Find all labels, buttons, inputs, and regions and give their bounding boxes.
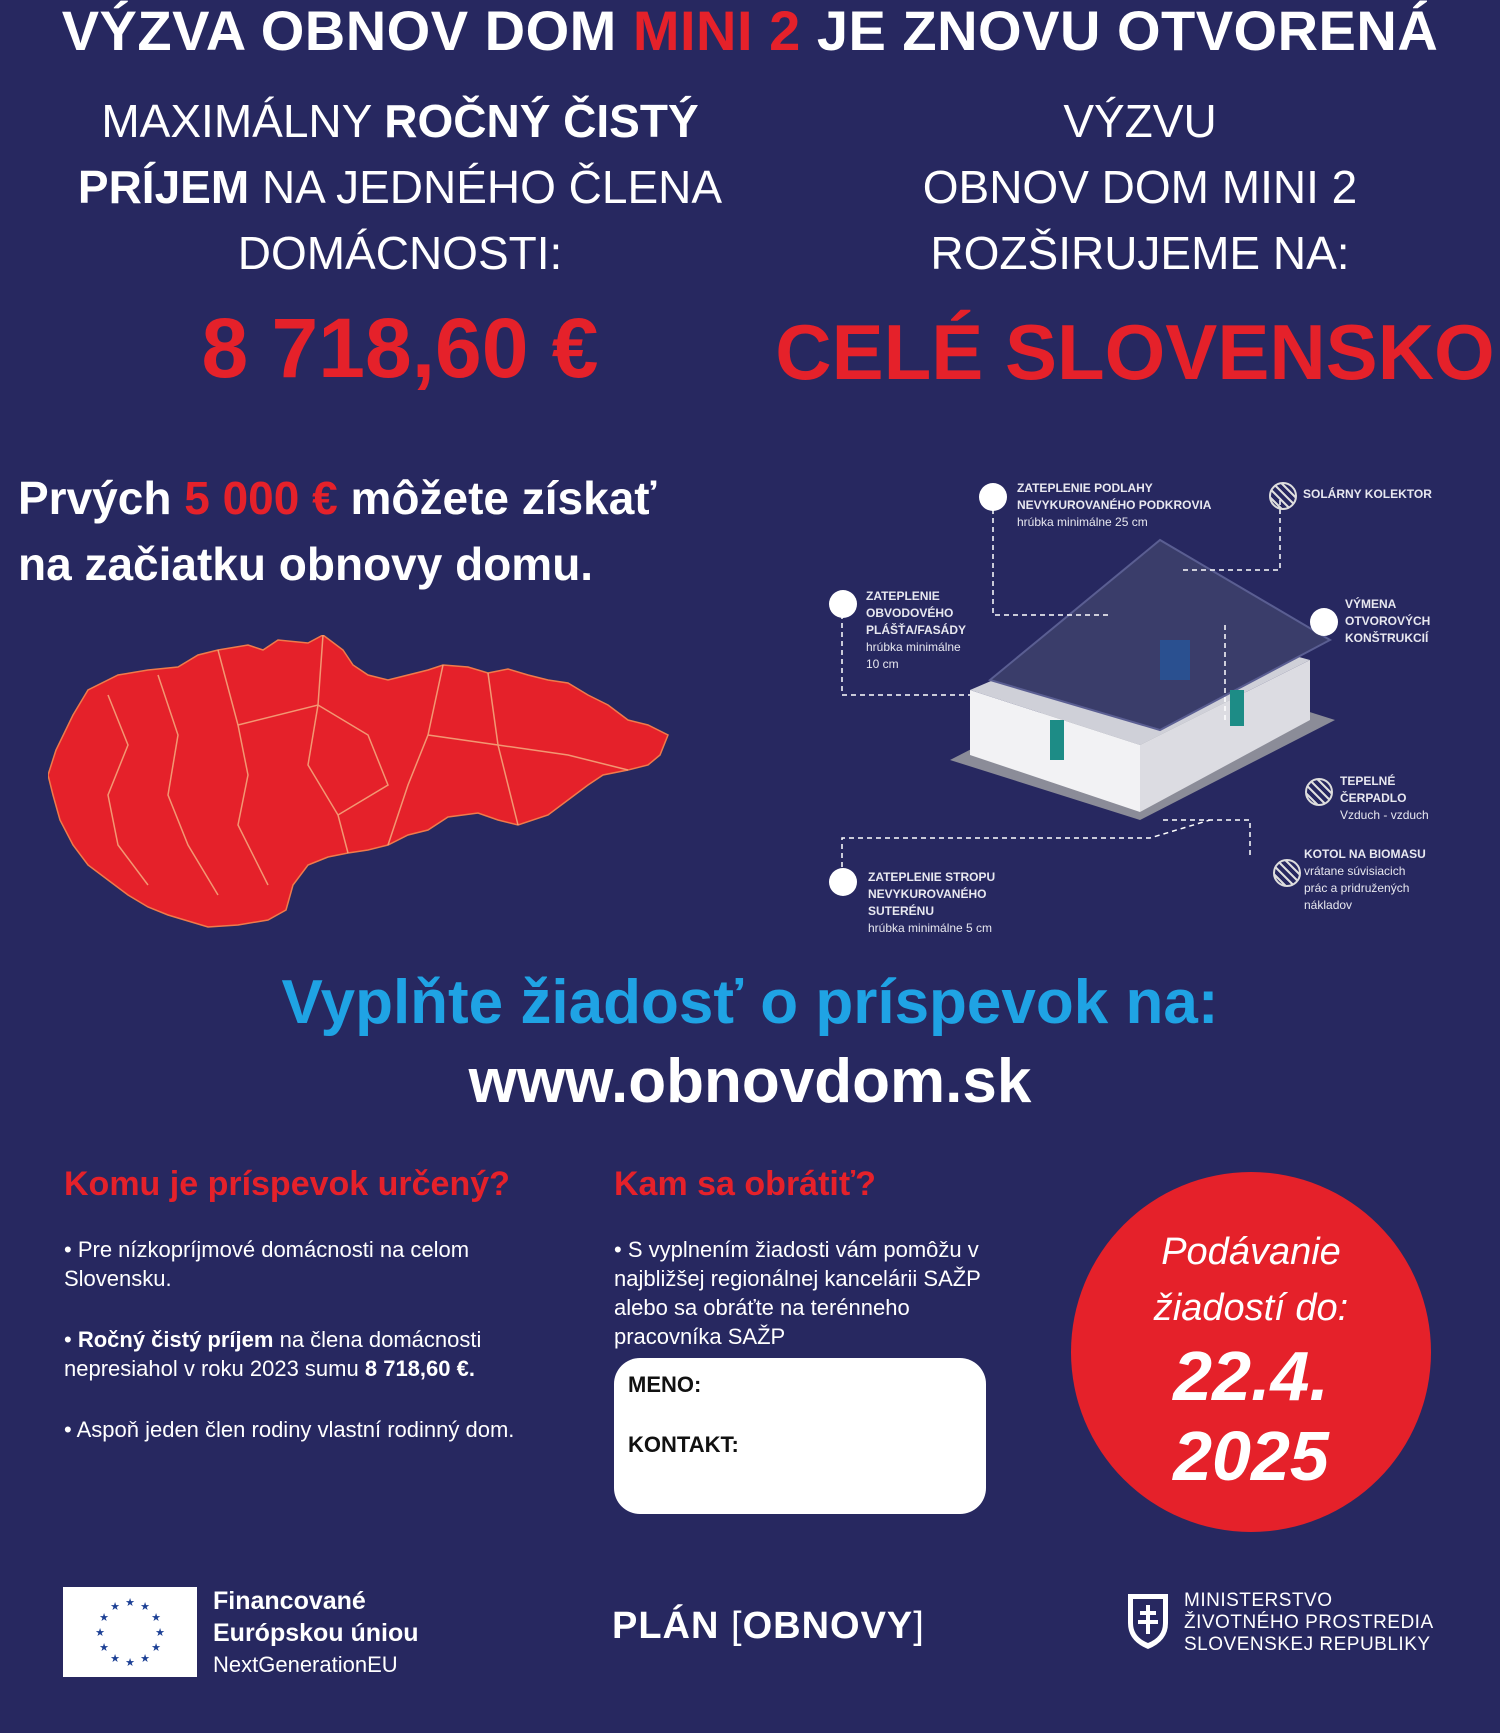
eu-line1: Financované: [213, 1587, 366, 1615]
svg-text:★: ★: [151, 1641, 161, 1654]
eu-line2: Európskou úniou: [213, 1619, 419, 1647]
deadline-line1: Podávanie: [1161, 1231, 1341, 1273]
svg-text:★: ★: [140, 1600, 150, 1613]
biomass-marker: [1273, 859, 1301, 887]
who-bullet-2-bold: Ročný čistý príjem: [77, 1327, 274, 1352]
contact-form-box[interactable]: [614, 1358, 986, 1514]
income-line1b: ROČNÝ ČISTÝ: [384, 95, 699, 147]
title-highlight: MINI 2: [632, 0, 801, 62]
title-part1: VÝZVA OBNOV DOM: [61, 0, 633, 62]
slovakia-map: [48, 635, 674, 935]
label-windows-2: OTVOROVÝCH: [1345, 614, 1431, 628]
label-facade-1: ZATEPLENIE: [866, 589, 940, 603]
coverage-line3: ROZŠIRUJEME NA:: [930, 227, 1350, 279]
eu-funding-text: [213, 1585, 419, 1681]
plan-word1: PLÁN: [612, 1605, 720, 1647]
who-bullets: [64, 1235, 564, 1476]
ministry-line1: MINISTERSTVO: [1184, 1590, 1333, 1611]
income-heading: [30, 88, 770, 286]
svg-text:★: ★: [125, 1596, 135, 1609]
facade-marker: [829, 590, 857, 618]
slovakia-map-shape: [48, 635, 668, 927]
svg-text:★: ★: [99, 1641, 109, 1654]
deadline-date1: 22.4.: [1173, 1337, 1329, 1415]
svg-text:★: ★: [125, 1656, 135, 1669]
svg-text:★: ★: [110, 1600, 120, 1613]
label-heatpump-1: TEPELNÉ: [1340, 774, 1396, 788]
eu-flag: [63, 1587, 197, 1677]
contact-heading: Kam sa obrátiť?: [614, 1165, 876, 1203]
ministry-name: [1184, 1590, 1434, 1656]
svg-text:★: ★: [99, 1611, 109, 1624]
first-payment-line2: na začiatku obnovy domu.: [18, 538, 594, 590]
deadline-line2: žiadostí do:: [1153, 1287, 1349, 1329]
who-heading: Komu je príspevok určený?: [64, 1165, 510, 1203]
deadline-badge: [1071, 1172, 1431, 1532]
label-facade-note1: hrúbka minimálne: [866, 640, 961, 654]
coverage-highlight: CELÉ SLOVENSKO: [775, 308, 1495, 396]
who-bullet-2: • Ročný čistý príjem na člena domácnosti nepresiahol v roku 2023 sumu 8 718,60 €.: [64, 1327, 482, 1381]
heatpump-marker: [1305, 778, 1333, 806]
label-facade: [866, 588, 966, 673]
who-bullet-2-amount: 8 718,60 €.: [364, 1356, 475, 1381]
svg-text:★: ★: [151, 1611, 161, 1624]
contact-text: • S vyplnením žiadosti vám pomôžu v najbližšej regionálnej kancelárii SAŽP alebo sa obráťte na terénneho pracovníka SAŽP: [614, 1237, 981, 1349]
label-windows-3: KONŠTRUKCIÍ: [1345, 631, 1429, 645]
bracket-close-icon: ]: [913, 1605, 925, 1647]
who-bullet-1: • Pre nízkopríjmové domácnosti na celom Slovensku.: [64, 1237, 470, 1291]
cta-heading: Vyplňte žiadosť o príspevok na:: [281, 968, 1219, 1037]
income-line3: DOMÁCNOSTI:: [237, 227, 563, 279]
solar-marker: [1269, 482, 1297, 510]
ministry-crest-icon: [1125, 1591, 1171, 1651]
label-basement-3: SUTERÉNU: [868, 904, 935, 918]
first-payment-amount: 5 000 €: [184, 472, 338, 524]
label-facade-note2: 10 cm: [866, 657, 899, 671]
plan-word2: OBNOVY: [742, 1605, 914, 1647]
ministry-line2: ŽIVOTNÉHO PROSTREDIA: [1184, 1612, 1434, 1633]
income-line2a: PRÍJEM: [77, 161, 250, 213]
plan-obnovy-logo: [612, 1605, 925, 1648]
page-title: [0, 0, 1500, 62]
deadline-date2: 2025: [1173, 1417, 1329, 1495]
cta-url[interactable]: www.obnovdom.sk: [468, 1047, 1032, 1116]
label-biomass-note2: prác a pridružených: [1304, 881, 1410, 895]
label-windows-1: VÝMENA: [1345, 597, 1397, 611]
label-biomass-note3: nákladov: [1304, 898, 1353, 912]
who-bullet-2-rest: na člena domácnosti nepresiahol v roku 2023 sumu: [64, 1327, 482, 1381]
label-basement: [868, 869, 995, 937]
income-line1a: MAXIMÁLNY: [101, 95, 385, 147]
coverage-heading: [790, 88, 1490, 286]
label-heatpump-note: Vzduch - vzduch: [1340, 808, 1429, 822]
coverage-line1: VÝZVU: [1063, 95, 1217, 147]
contact-field-label: KONTAKT:: [628, 1432, 739, 1457]
label-biomass: [1304, 846, 1426, 914]
label-basement-note: hrúbka minimálne 5 cm: [868, 921, 993, 935]
basement-marker: [829, 868, 857, 896]
bracket-open-icon: [: [731, 1605, 743, 1647]
label-solar: SOLÁRNY KOLEKTOR: [1303, 487, 1432, 501]
income-amount: 8 718,60 €: [201, 301, 599, 395]
label-biomass-note1: vrátane súvisiacich: [1304, 864, 1406, 878]
svg-text:★: ★: [155, 1626, 165, 1639]
who-bullet-3: • Aspoň jeden člen rodiny vlastní rodinný dom.: [64, 1417, 515, 1442]
label-biomass-1: KOTOL NA BIOMASU: [1304, 847, 1426, 861]
label-attic-floor-2: NEVYKUROVANÉHO PODKROVIA: [1017, 498, 1212, 512]
label-windows: [1345, 596, 1430, 647]
label-facade-2: OBVODOVÉHO: [866, 606, 954, 620]
svg-text:★: ★: [95, 1626, 105, 1639]
label-heatpump: [1340, 773, 1429, 824]
label-facade-3: PLÁŠŤA/FASÁDY: [866, 623, 967, 637]
eu-stars-icon: [63, 1587, 197, 1677]
title-part2: JE ZNOVU OTVORENÁ: [800, 0, 1439, 62]
svg-text:★: ★: [140, 1652, 150, 1665]
label-attic-floor-note: hrúbka minimálne 25 cm: [1017, 515, 1148, 529]
name-field-label: MENO:: [628, 1372, 702, 1397]
ministry-line3: SLOVENSKEJ REPUBLIKY: [1184, 1634, 1431, 1655]
first-payment-b: môžete získať: [337, 472, 657, 524]
label-attic-floor-1: ZATEPLENIE PODLAHY: [1017, 481, 1153, 495]
windows-marker: [1310, 608, 1338, 636]
label-basement-2: NEVYKUROVANÉHO: [868, 887, 987, 901]
first-payment-text: [18, 465, 778, 597]
label-heatpump-2: ČERPADLO: [1340, 791, 1407, 805]
label-attic-floor: [1017, 480, 1211, 531]
attic-floor-marker: [979, 483, 1007, 511]
diagram-connectors: [830, 480, 1330, 880]
eu-line3: NextGenerationEU: [213, 1652, 398, 1677]
label-basement-1: ZATEPLENIE STROPU: [868, 870, 996, 884]
svg-text:★: ★: [110, 1652, 120, 1665]
coverage-line2: OBNOV DOM MINI 2: [922, 161, 1358, 213]
income-line2b: NA JEDNÉHO ČLENA: [249, 161, 723, 213]
first-payment-a: Prvých: [18, 472, 185, 524]
